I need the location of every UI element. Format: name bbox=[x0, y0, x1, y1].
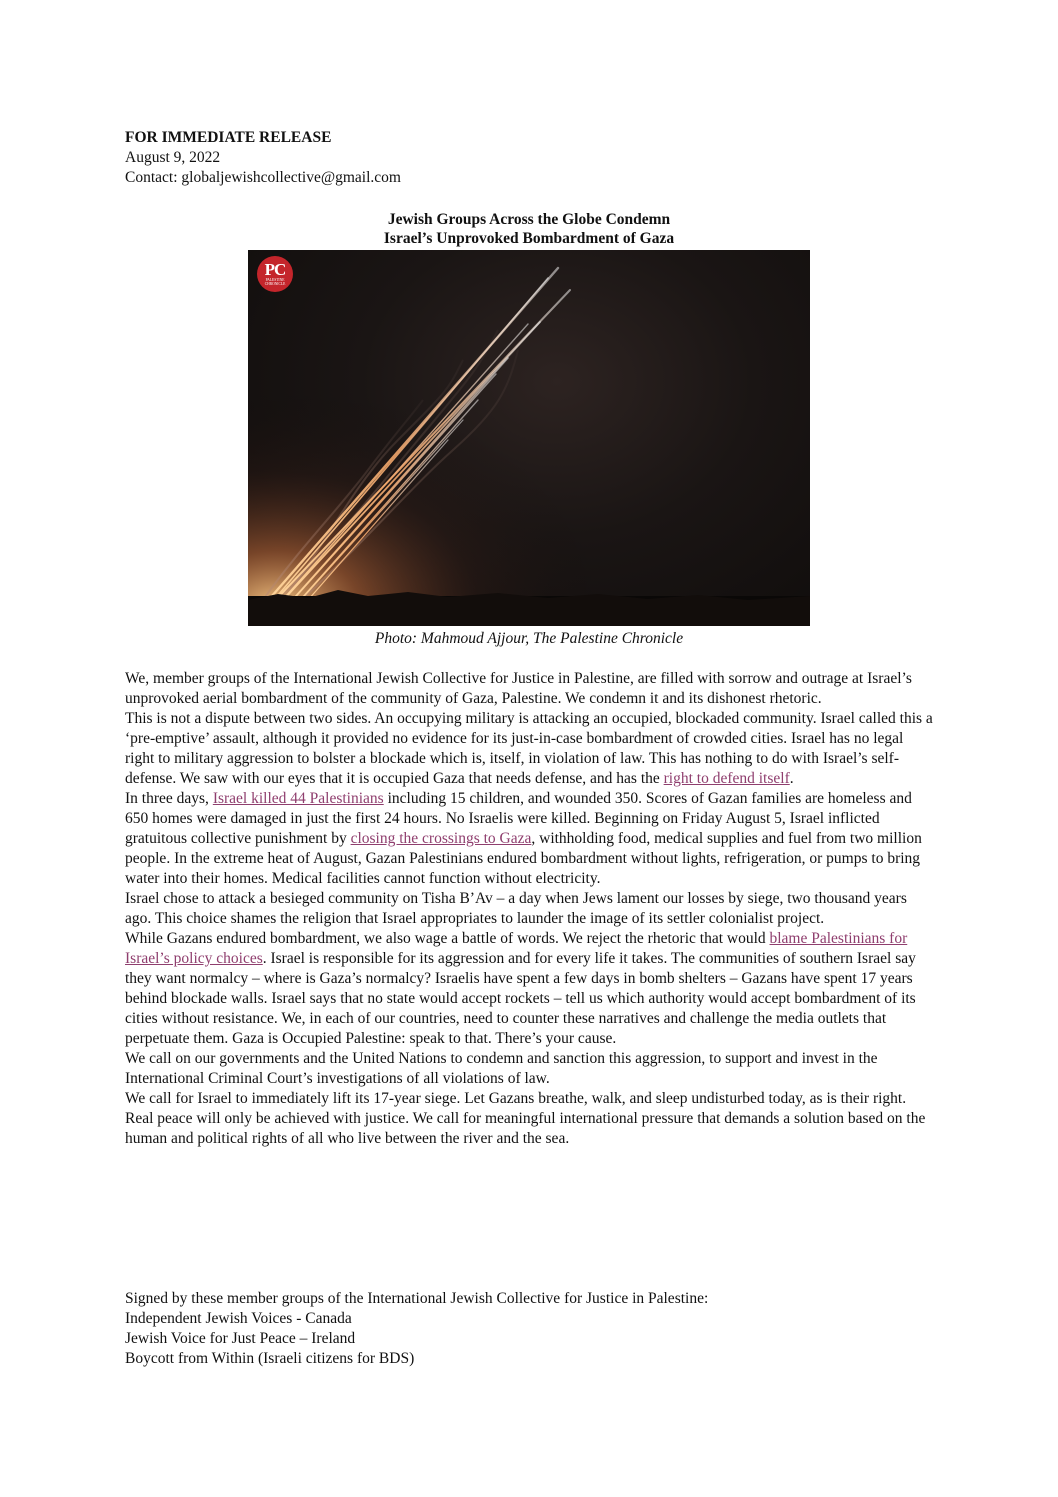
release-label: FOR IMMEDIATE RELEASE bbox=[125, 129, 332, 146]
paragraph-5-text-a: While Gazans endured bombardment, we also wage a battle of words. We reject the rhetoric that would bbox=[125, 930, 770, 947]
paragraph-1: We, member groups of the International Jewish Collective for Justice in Palestine, are filled with sorrow and outrage at Israel’s unprovoked aerial bombardment of the community of Gaza, Palestine. We condemn it and its dishonest rhetoric. bbox=[125, 670, 912, 707]
release-header bbox=[125, 128, 401, 188]
right-to-defend-link[interactable]: right to defend itself bbox=[663, 770, 790, 787]
paragraph-3-text-c: , withholding food, medical supplies and fuel from two million people. In the extreme heat of August, Gazan Palestinians endured bombardment without lights, refrigeration, or pumps to bring water into their homes. Medical facilities cannot function without electricity. bbox=[125, 830, 922, 887]
paragraph-5-text-b: . Israel is responsible for its aggression and for every life it takes. The communities of southern Israel say they want normalcy – where is Gaza’s normalcy? Israelis have spent a few days in bomb shelters – Gazans have spent 17 years behind blockade walls. Israel says that no state would accept rockets – tell us which authority would accept bombardment of its cities without resistance. We, in each of our countries, need to counter these narratives and challenge the media outlets that perpetuate them. Gaza is Occupied Palestine: speak to that. There’s your cause. bbox=[125, 950, 916, 1047]
release-date: August 9, 2022 bbox=[125, 149, 221, 166]
paragraph-2 bbox=[125, 709, 935, 789]
photo-caption: Photo: Mahmoud Ajjour, The Palestine Chronicle bbox=[374, 630, 684, 647]
paragraph-2-text-b: . bbox=[789, 770, 794, 787]
blame-palestinians-link[interactable]: blame Palestinians for Israel’s policy choices bbox=[125, 930, 908, 967]
paragraph-3-text-b: including 15 children, and wounded 350. Scores of Gazan families are homeless and 650 homes were damaged in just the first 24 hours. No Israelis were killed. Beginning on Friday August 5, Israel inflicted gratuitous collective punishment by bbox=[125, 790, 912, 847]
signatory-group: Jewish Voice for Just Peace – Ireland bbox=[125, 1330, 356, 1347]
signatory-group: Boycott from Within (Israeli citizens for BDS) bbox=[125, 1350, 415, 1367]
paragraph-6: We call on our governments and the United Nations to condemn and sanction this aggression, to support and invest in the International Criminal Court’s investigations of all violations of law. bbox=[125, 1050, 878, 1087]
contact-line: Contact: globaljewishcollective@gmail.com bbox=[125, 169, 401, 186]
paragraph-5 bbox=[125, 929, 935, 1049]
headline bbox=[0, 210, 1058, 248]
paragraph-7: We call for Israel to immediately lift its 17-year siege. Let Gazans breathe, walk, and sleep undisturbed today, as is their right. Real peace will only be achieved with justice. We call for meaningful international pressure that demands a solution based on the human and political rights of all who live between the river and the sea. bbox=[125, 1090, 926, 1147]
paragraph-4: Israel chose to attack a besieged community on Tisha B’Av – a day when Jews lament our losses by siege, two thousand years ago. This choice shames the religion that Israel appropriates to launder the image of its settler colonialist project. bbox=[125, 890, 907, 927]
closing-crossings-link[interactable]: closing the crossings to Gaza bbox=[350, 830, 532, 847]
signatory-group: Independent Jewish Voices - Canada bbox=[125, 1310, 352, 1327]
headline-line-2: Israel’s Unprovoked Bombardment of Gaza bbox=[383, 230, 675, 247]
paragraph-2-text-a: This is not a dispute between two sides. An occupying military is attacking an occupied, blockaded community. Israel called this a ‘pre-emptive’ assault, although it provided no evidence for its just-in-case bombardment of crowded cities. Israel has no legal right to military aggression to bolster a blockade which is, itself, in violation of law. This has nothing to do with Israel’s self-defense. We saw with our eyes that it is occupied Gaza that needs defense, and has the bbox=[125, 710, 933, 787]
paragraph-3-text-a: In three days, bbox=[125, 790, 213, 807]
signatories-intro: Signed by these member groups of the International Jewish Collective for Justice in Palestine: bbox=[125, 1290, 709, 1307]
logo-subtext: PALESTINE CHRONICLE bbox=[264, 278, 286, 286]
israel-killed-link[interactable]: Israel killed 44 Palestinians bbox=[212, 790, 384, 807]
palestine-chronicle-logo bbox=[257, 256, 293, 292]
signatories bbox=[125, 1289, 708, 1369]
headline-line-1: Jewish Groups Across the Globe Condemn bbox=[387, 211, 671, 228]
rocket-night-photo bbox=[248, 250, 810, 626]
release-body bbox=[125, 669, 935, 1149]
paragraph-3 bbox=[125, 789, 935, 889]
rocket-trails-illustration bbox=[248, 250, 810, 626]
logo-letters: PC bbox=[264, 260, 286, 279]
